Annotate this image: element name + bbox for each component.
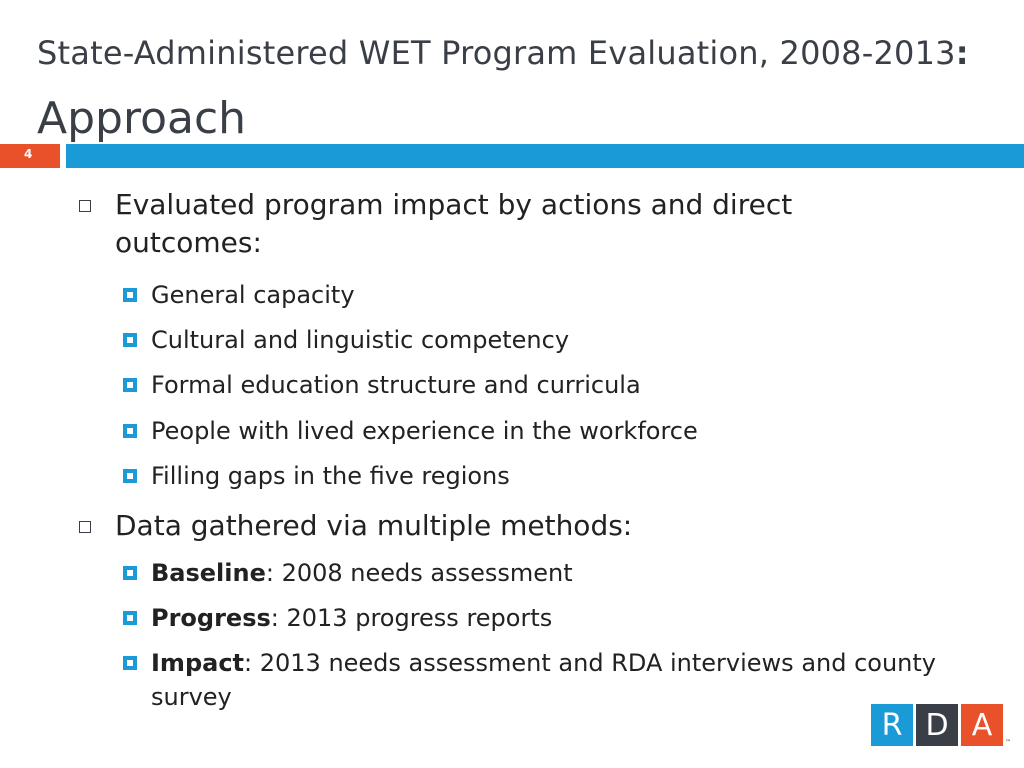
logo-letter-a: A [961,704,1003,746]
bullet-square-icon [79,521,91,533]
title-colon: : [955,34,969,72]
sub-bullet-icon [123,469,137,483]
sub-bullet-text: : 2013 needs assessment and RDA interviews and county survey [151,649,937,711]
sub-bullet-text: : 2008 needs assessment [265,559,573,587]
sub-bullet-item: Formal education structure and curricula [151,371,641,399]
sub-bullet-label: Baseline [151,559,266,587]
sub-bullet-label: Progress [151,604,271,632]
title-text: State-Administered WET Program Evaluation, 2008-2013 [37,34,956,72]
sub-bullet-item [151,556,951,590]
slide-number: 4 [24,147,33,161]
sub-bullet-item [151,601,951,635]
sub-bullet-text: : 2013 progress reports [270,604,553,632]
sub-bullet-icon [123,611,137,625]
logo-trademark: ™ [1005,739,1011,746]
logo-letter-d: D [916,704,958,746]
slide-subtitle: Approach [37,93,247,144]
sub-bullet-item: General capacity [151,281,355,309]
sub-bullet-item: Filling gaps in the five regions [151,462,510,490]
sub-bullet-icon [123,333,137,347]
sub-bullet-icon [123,656,137,670]
sub-bullet-icon [123,566,137,580]
sub-bullet-item: People with lived experience in the workforce [151,417,698,445]
bullet-item: Evaluated program impact by actions and direct outcomes: [115,188,793,259]
logo-letter-r: R [871,704,913,746]
sub-bullet-item [151,646,941,714]
sub-bullet-icon [123,378,137,392]
sub-bullet-item: Cultural and linguistic competency [151,326,570,354]
sub-bullet-icon [123,288,137,302]
sub-bullet-label: Impact [151,649,245,677]
sub-bullet-icon [123,424,137,438]
title-rule-bar [66,144,1024,168]
bullet-square-icon [79,200,91,212]
rda-logo [871,704,1003,746]
slide-title [37,34,969,72]
bullet-item: Data gathered via multiple methods: [115,509,633,542]
